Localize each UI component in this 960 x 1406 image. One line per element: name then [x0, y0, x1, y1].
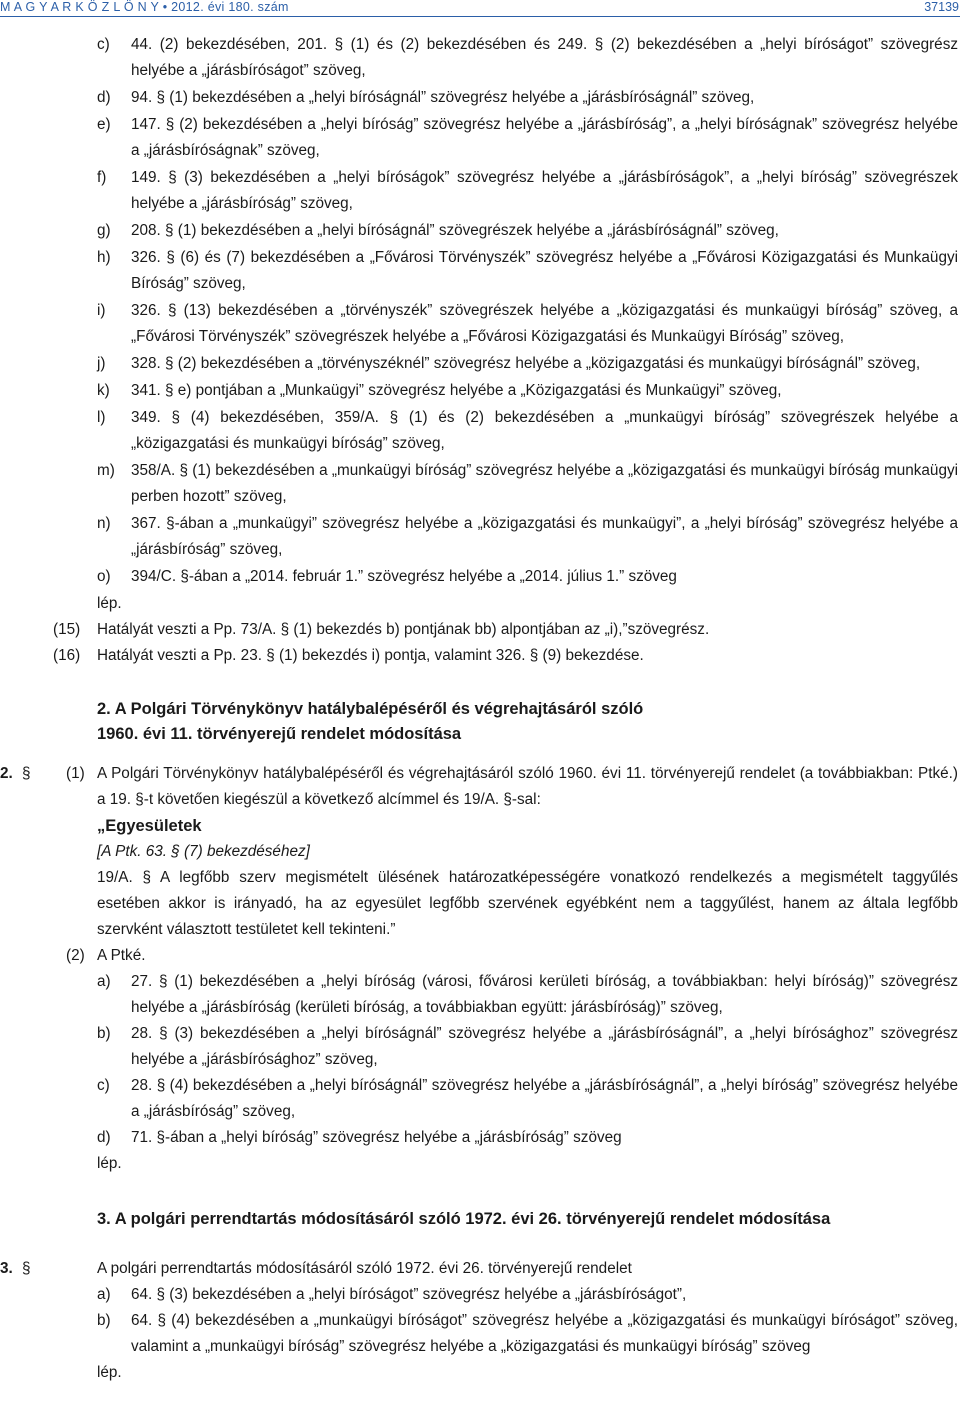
paragraph-15: (15) Hatályát veszti a Pp. 73/A. § (1) bekezdés b) pontjának bb) alpontjában az „i),”szövegrész. [53, 621, 710, 638]
paragraph-label: (2) [66, 947, 85, 964]
page-number: 37139 [924, 0, 959, 14]
list-item: o) 394/C. §-ában a „2014. február 1.” szövegrész helyébe a „2014. július 1.” szöveg [97, 568, 677, 585]
list-item: c) 28. § (4) bekezdésében a „helyi bíróságnál” szövegrész helyébe a „járásbíróságnál”, a „helyi bíróság” szövegrész helyébe a „járásbíróság” szöveg, [97, 1077, 958, 1120]
page-content [0, 32, 960, 1386]
list-item: m) 358/A. § (1) bekezdésében a „munkaügyi bíróság” szövegrész helyébe a „közigazgatási és munkaügyi bíróság munkaügyi perben hozott” szöveg, [97, 462, 958, 505]
section-2-para-1: 2. § (1) A Polgári Törvénykönyv hatálybalépéséről és végrehajtásáról szóló 1960. évi 11. törvényerejű rendelet (a továbbiakban: Ptké.) a 19. §-t követően kiegészül a következő alcímmel és 19/A. §-sal: [0, 761, 960, 813]
section-sign: § [22, 765, 31, 782]
list-item: h) 326. § (6) és (7) bekezdésében a „Fővárosi Törvényszék” szövegrész helyébe a „Fővárosi Közigazgatási és Munkaügyi Bíróság” szöveg, [97, 249, 958, 292]
amendment-list [0, 32, 960, 590]
list-item: c) 44. (2) bekezdésében, 201. § (1) és (2) bekezdésében és 249. § (2) bekezdésében a „helyi bíróságot” szövegrész helyébe a „járásbíróságot” szöveg, [97, 36, 958, 79]
section-sign: § [22, 1260, 31, 1277]
page-header [0, 0, 960, 14]
list-item: k) 341. § e) pontjában a „Munkaügyi” szövegrész helyébe a „Közigazgatási és Munkaügyi” szöveg, [97, 382, 782, 399]
list-item: f) 149. § (3) bekezdésében a „helyi bíróságok” szövegrész helyébe a „járásbíróságok”, a „helyi bíróság” szövegrészek helyébe a „járásbíróság” szöveg, [97, 169, 958, 212]
list-item: d) 94. § (1) bekezdésében a „helyi bíróságnál” szövegrész helyébe a „járásbíróságnál” szöveg, [97, 89, 755, 106]
section-3-intro: 3. § A polgári perrendtartás módosításáról szóló 1972. évi 26. törvényerejű rendelet [0, 1256, 960, 1282]
list-item: e) 147. § (2) bekezdésében a „helyi bíróság” szövegrész helyébe a „járásbíróság”, a „helyi bíróságnak” szövegrész helyébe a „járásbíróságnak” szöveg, [97, 116, 958, 159]
journal-title: M A G Y A R K Ö Z L Ö N Y • 2012. évi 180. szám [0, 0, 289, 14]
section-number: 3. [0, 1260, 13, 1277]
list-item: g) 208. § (1) bekezdésében a „helyi bíróságnál” szövegrészek helyébe a „járásbíróságnál” szöveg, [97, 222, 779, 239]
italic-reference: [A Ptk. 63. § (7) bekezdéséhez] [97, 843, 310, 860]
list-item: a) 27. § (1) bekezdésében a „helyi bíróság (városi, fővárosi kerületi bíróság, a továbbiakban: helyi bíróság)” szövegrész helyébe a „járásbíróság (kerületi bíróság, a továbbiakban együtt: járásbíróság)” szöveg, [97, 973, 958, 1016]
section-title-2: 2. A Polgári Törvénykönyv hatálybalépéséről és végrehajtásáról szóló 1960. évi 11. törvényerejű rendelet módosítása [97, 700, 644, 743]
list-item: l) 349. § (4) bekezdésében, 359/A. § (1) és (2) bekezdésében a „munkaügyi bíróság” szövegrészek helyébe a „közigazgatási és munkaügyi bíróság” szöveg, [97, 409, 958, 452]
header-rule [0, 16, 960, 17]
quoted-provision: 19/A. § A legfőbb szerv megismételt ülésének határozatképességére vonatkozó rendelkezés a megismételt taggyűlés esetében akkor is irányadó, ha az egyesület legfőbb szervének egyébként nem a taggyűlést, hanem az általa legfőbb szervként választott testületet kell tekinteni.” [97, 869, 958, 938]
list-item: n) 367. §-ában a „munkaügyi” szövegrész helyébe a „közigazgatási és munkaügyi”, a „helyi bíróság” szövegrész helyébe a „járásbíróság” szöveg, [97, 515, 958, 558]
section-number: 2. [0, 765, 13, 782]
list-item: i) 326. § (13) bekezdésében a „törvényszék” szövegrészek helyébe a „közigazgatási és munkaügyi bíróság” szöveg, a „Fővárosi Törvényszék” szövegrészek helyébe a „Fővárosi Közigazgatási és Munkaügyi Bíróság” szöveg, [97, 302, 958, 345]
list-item: b) 64. § (4) bekezdésében a „munkaügyi bíróságot” szövegrész helyébe a „közigazgatási és munkaügyi bíróságot” szöveg, valamint a „munkaügyi bíróság” szövegrész helyébe a „közigazgatási és munkaügyi bíróság” szöveg [97, 1312, 958, 1355]
paragraph-label: (1) [66, 765, 85, 782]
list-item: b) 28. § (3) bekezdésében a „helyi bíróságnál” szövegrész helyébe a „járásbíróságnál”, a „helyi bírósághoz” szövegrész helyébe a „járásbírósághoz” szöveg, [97, 1025, 958, 1068]
lep-text: lép. [97, 1155, 122, 1172]
subheading: „Egyesületek [97, 817, 202, 835]
list-item: a) 64. § (3) bekezdésében a „helyi bíróságot” szövegrész helyébe a „járásbíróságot”, [97, 1286, 687, 1303]
paragraph-16: (16) Hatályát veszti a Pp. 23. § (1) bekezdés i) pontja, valamint 326. § (9) bekezdése. [53, 647, 644, 664]
lep-text: lép. [97, 595, 122, 612]
list-item: j) 328. § (2) bekezdésében a „törvényszéknél” szövegrész helyébe a „közigazgatási és munkaügyi bíróságnál” szöveg, [97, 355, 921, 372]
list-item: d) 71. §-ában a „helyi bíróság” szövegrész helyébe a „járásbíróság” szöveg [97, 1129, 622, 1146]
lep-text: lép. [97, 1364, 122, 1381]
section-title-3: 3. A polgári perrendtartás módosításáról szóló 1972. évi 26. törvényerejű rendelet módosítása [97, 1210, 831, 1228]
section-2-para-2: (2) A Ptké. [0, 943, 960, 969]
